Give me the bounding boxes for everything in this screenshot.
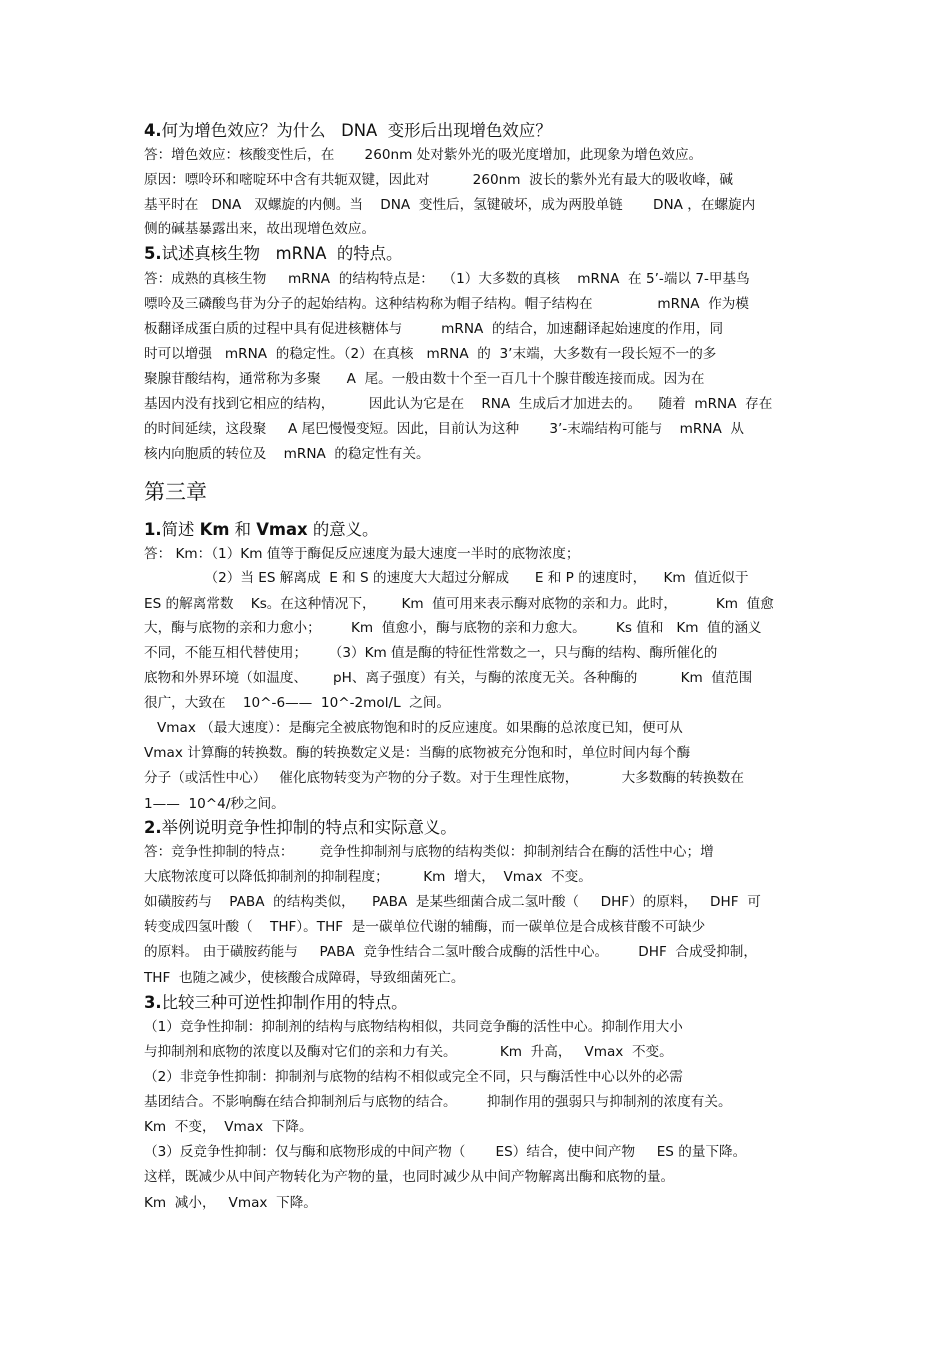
text-line: Km 不变， Vmax 下降。 (144, 1119, 313, 1135)
text-line: 基团结合。不影响酶在结合抑制剂后与底物的结合。 抑制作用的强弱只与抑制剂的浓度有关。 (144, 1094, 732, 1110)
text-line: 大底物浓度可以降低抑制剂的抑制程度； Km 增大， Vmax 不变。 (144, 869, 592, 885)
text-line: 答：成熟的真核生物 mRNA 的结构特点是： （1）大多数的真核 mRNA 在 5’-端以 7-甲基鸟 (144, 271, 750, 287)
text-line: 基平时在 DNA 双螺旋的内侧。当 DNA 变性后，氢键破坏，成为两股单链 DNA ，在螺旋内 (144, 197, 756, 213)
text-line: （2）当 ES 解离成 E 和 S 的速度大大超过分解成 E 和 P 的速度时， Km 值近似于 (144, 570, 749, 586)
text-line: 1—— 10^4/秒之间。 (144, 796, 285, 812)
text-line: 答：增色效应：核酸变性后，在 260nm 处对紫外光的吸光度增加，此现象为增色效应。 (144, 147, 703, 163)
question-4-heading: 4.何为增色效应？为什么 DNA 变形后出现增色效应？ (144, 121, 552, 140)
text-line: 如磺胺药与 PABA 的结构类似， PABA 是某些细菌合成二氢叶酸（ DHF）的原料， DHF 可 (144, 894, 761, 910)
text-line: （3）反竞争性抑制：仅与酶和底物形成的中间产物（ ES）结合，使中间产物 ES 的量下降。 (144, 1144, 747, 1160)
text-line: （1）竞争性抑制：抑制剂的结构与底物结构相似，共同竞争酶的活性中心。抑制作用大小 (144, 1019, 683, 1035)
text-line: Km 减小， Vmax 下降。 (144, 1195, 317, 1211)
text-line: 分子（或活性中心） 催化底物转变为产物的分子数。对于生理性底物， 大多数酶的转换数在 (144, 770, 744, 786)
text-line: 嘌呤及三磷酸鸟苷为分子的起始结构。这种结构称为帽子结构。帽子结构在 mRNA 作为模 (144, 296, 749, 312)
text-line: Vmax （最大速度）：是酶完全被底物饱和时的反应速度。如果酶的总浓度已知，便可从 (144, 720, 683, 736)
text-line: 核内向胞质的转位及 mRNA 的稳定性有关。 (144, 446, 430, 462)
text-line: 聚腺苷酸结构，通常称为多聚 A 尾。一般由数十个至一百几十个腺苷酸连接而成。因为在 (144, 371, 705, 387)
text-line: 不同，不能互相代替使用； （3）Km 值是酶的特征性常数之一，只与酶的结构、酶所催化的 (144, 645, 718, 661)
text-line: 很广，大致在 10^-6—— 10^-2mol/L 之间。 (144, 695, 451, 711)
text-line: 板翻译成蛋白质的过程中具有促进核糖体与 mRNA 的结合，加速翻译起始速度的作用，同 (144, 321, 724, 337)
text-line: 侧的碱基暴露出来，故出现增色效应。 (144, 221, 376, 237)
chapter3-question-3-heading: 3.比较三种可逆性抑制作用的特点。 (144, 993, 408, 1012)
text-line: ES 的解离常数 Ks。在这种情况下， Km 值可用来表示酶对底物的亲和力。此时， Km 值愈 (144, 596, 774, 612)
chapter-title: 第三章 (144, 480, 207, 504)
text-line: 这样，既减少从中间产物转化为产物的量，也同时减少从中间产物解离出酶和底物的量。 (144, 1169, 675, 1185)
text-line: 的时间延续，这段聚 A 尾巴慢慢变短。因此，目前认为这种 3’-末端结构可能与 mRNA 从 (144, 421, 745, 437)
text-line: 时可以增强 mRNA 的稳定性。（2）在真核 mRNA 的 3’末端，大多数有一段长短不一的多 (144, 346, 717, 362)
text-line: 转变成四氢叶酸（ THF）。THF 是一碳单位代谢的辅酶，而一碳单位是合成核苷酸不可缺少 (144, 919, 706, 935)
text-line: THF 也随之减少，使核酸合成障碍，导致细菌死亡。 (144, 970, 465, 986)
question-5-heading: 5.试述真核生物 mRNA 的特点。 (144, 244, 403, 263)
text-line: 与抑制剂和底物的浓度以及酶对它们的亲和力有关。 Km 升高， Vmax 不变。 (144, 1044, 673, 1060)
text-line: （2）非竞争性抑制：抑制剂与底物的结构不相似或完全不同，只与酶活性中心以外的必需 (144, 1069, 683, 1085)
text-line: Vmax 计算酶的转换数。酶的转换数定义是：当酶的底物被充分饱和时，单位时间内每个酶 (144, 745, 691, 761)
text-line: 原因：嘌呤环和嘧啶环中含有共轭双键，因此对 260nm 波长的紫外光有最大的吸收峰，碱 (144, 172, 734, 188)
text-line: 答：竞争性抑制的特点： 竞争性抑制剂与底物的结构类似：抑制剂结合在酶的活性中心；增 (144, 844, 714, 860)
text-line: 大，酶与底物的亲和力愈小； Km 值愈小，酶与底物的亲和力愈大。 Ks 值和 Km 值的涵义 (144, 620, 762, 636)
text-line: 的原料。 由于磺胺药能与 PABA 竞争性结合二氢叶酸合成酶的活性中心。 DHF 合成受抑制， (144, 944, 757, 960)
text-line: 基因内没有找到它相应的结构， 因此认为它是在 RNA 生成后才加进去的。 随着 mRNA 存在 (144, 396, 773, 412)
chapter3-question-2-heading: 2.举例说明竞争性抑制的特点和实际意义。 (144, 818, 457, 837)
text-line: 底物和外界环境（如温度、 pH、离子强度）有关，与酶的浓度无关。各种酶的 Km 值范围 (144, 670, 753, 686)
text-line: 答： Km：（1）Km 值等于酶促反应速度为最大速度一半时的底物浓度； (144, 546, 580, 562)
chapter3-question-1-heading: 1.简述 Km 和 Vmax 的意义。 (144, 520, 379, 539)
